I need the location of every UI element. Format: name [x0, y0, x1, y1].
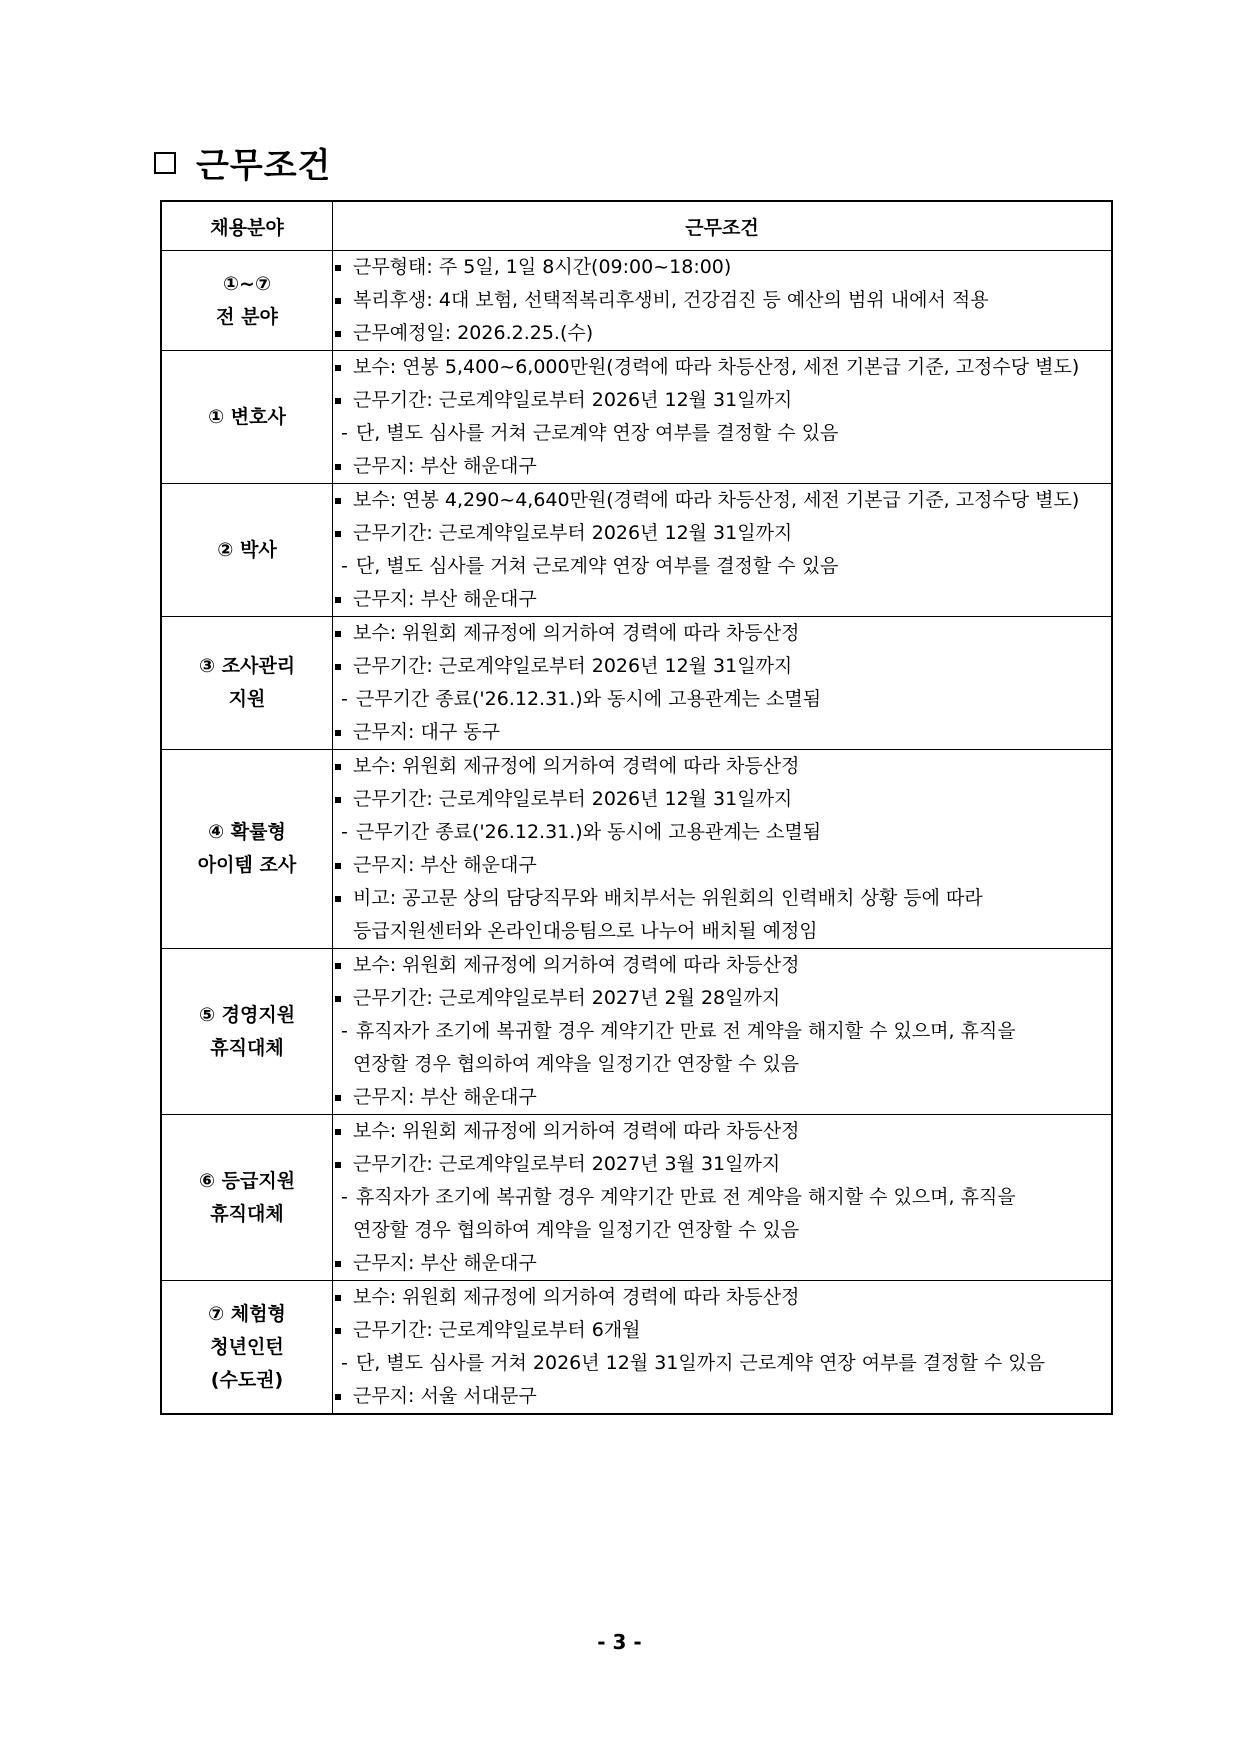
condition-text: 근무예정일: 2026.2.25.(수)	[353, 322, 594, 344]
condition-text: 근무기간: 근로계약일로부터 6개월	[353, 1319, 641, 1341]
condition-line	[333, 783, 1111, 816]
condition-text: 휴직자가 조기에 복귀할 경우 계약기간 만료 전 계약을 해지할 수 있으며, 휴직을	[355, 1186, 1016, 1208]
recruitment-field-label: ⑤ 경영지원	[198, 1003, 296, 1026]
bullet-square-icon	[335, 1129, 341, 1135]
condition-line	[333, 1015, 1111, 1048]
condition-text: 근무기간: 근로계약일로부터 2027년 3월 31일까지	[353, 1153, 781, 1175]
condition-line	[333, 317, 1111, 350]
recruitment-field-cell	[161, 484, 333, 617]
conditions-cell	[333, 1281, 1113, 1415]
bullet-square-icon	[335, 365, 341, 371]
condition-line	[333, 384, 1111, 417]
condition-text: 보수: 위원회 제규정에 의거하여 경력에 따라 차등산정	[353, 1286, 800, 1308]
condition-line	[333, 484, 1111, 517]
recruitment-field-label: ④ 확률형	[208, 821, 286, 843]
dash-marker: -	[341, 821, 348, 843]
bullet-square-icon	[335, 1095, 341, 1101]
condition-text: 복리후생: 4대 보험, 선택적복리후생비, 건강검진 등 예산의 범위 내에서 적용	[353, 289, 989, 311]
recruitment-field-label: ① 변호사	[208, 405, 286, 428]
condition-line	[333, 351, 1111, 384]
bullet-square-icon	[335, 498, 341, 504]
condition-line	[333, 450, 1111, 483]
condition-text: 근무지: 대구 동구	[353, 721, 500, 743]
condition-line	[333, 1247, 1111, 1280]
condition-text: 연장할 경우 협의하여 계약을 일정기간 연장할 수 있음	[353, 1219, 800, 1241]
condition-line	[333, 849, 1111, 882]
condition-line	[333, 1048, 1111, 1081]
table-row	[161, 617, 1112, 750]
condition-line	[333, 583, 1111, 616]
condition-line	[333, 1380, 1111, 1413]
condition-text: 보수: 위원회 제규정에 의거하여 경력에 따라 차등산정	[353, 954, 800, 976]
condition-text: 보수: 위원회 제규정에 의거하여 경력에 따라 차등산정	[353, 622, 800, 644]
bullet-square-icon	[335, 597, 341, 603]
conditions-cell	[333, 617, 1113, 750]
condition-line	[333, 949, 1111, 982]
dash-marker: -	[341, 555, 348, 577]
condition-text: 단, 별도 심사를 거쳐 근로계약 연장 여부를 결정할 수 있음	[355, 555, 839, 577]
condition-line	[333, 650, 1111, 683]
recruitment-field-cell	[161, 617, 333, 750]
recruitment-field-label: (수도권)	[210, 1368, 284, 1391]
table-row	[161, 1281, 1112, 1415]
condition-text: 근무기간: 근로계약일로부터 2026년 12월 31일까지	[353, 655, 793, 677]
bullet-square-icon	[335, 331, 341, 337]
condition-line	[333, 284, 1111, 317]
table-row	[161, 949, 1112, 1115]
condition-text: 근무기간: 근로계약일로부터 2026년 12월 31일까지	[353, 788, 793, 810]
condition-text: 보수: 연봉 5,400~6,000만원(경력에 따라 차등산정, 세전 기본급 기준, 고정수당 별도)	[353, 356, 1080, 378]
condition-text: 근무기간: 근로계약일로부터 2026년 12월 31일까지	[353, 522, 793, 544]
recruitment-field-cell	[161, 351, 333, 484]
condition-text: 휴직자가 조기에 복귀할 경우 계약기간 만료 전 계약을 해지할 수 있으며, 휴직을	[355, 1020, 1016, 1042]
recruitment-field-label: ⑦ 체험형	[208, 1302, 286, 1325]
table-header-row	[161, 201, 1112, 251]
section-heading	[154, 138, 331, 187]
condition-text: 근무기간 종료('26.12.31.)와 동시에 고용관계는 소멸됨	[355, 821, 822, 843]
recruitment-field-cell	[161, 949, 333, 1115]
condition-text: 단, 별도 심사를 거쳐 2026년 12월 31일까지 근로계약 연장 여부를 결정할 수 있음	[355, 1352, 1045, 1374]
condition-text: 근무지: 부산 해운대구	[353, 455, 537, 477]
condition-line	[333, 1281, 1111, 1314]
bullet-square-icon	[335, 1261, 341, 1267]
table-row	[161, 351, 1112, 484]
condition-line	[333, 1081, 1111, 1114]
condition-text: 비고: 공고문 상의 담당직무와 배치부서는 위원회의 인력배치 상황 등에 따라	[353, 887, 983, 909]
condition-line	[333, 1181, 1111, 1214]
bullet-square-icon	[335, 1295, 341, 1301]
condition-text: 근무기간: 근로계약일로부터 2026년 12월 31일까지	[353, 389, 793, 411]
header-field: 채용분야	[161, 201, 333, 251]
recruitment-field-label: ⑥ 등급지원	[198, 1169, 296, 1192]
conditions-cell	[333, 750, 1113, 949]
condition-line	[333, 882, 1111, 915]
condition-line	[333, 1115, 1111, 1148]
condition-text: 근무기간: 근로계약일로부터 2027년 2월 28일까지	[353, 987, 781, 1009]
recruitment-field-cell	[161, 1281, 333, 1415]
bullet-square-icon	[335, 1328, 341, 1334]
table-row	[161, 484, 1112, 617]
table-row	[161, 1115, 1112, 1281]
bullet-square-icon	[335, 764, 341, 770]
dash-marker: -	[341, 688, 348, 710]
conditions-cell	[333, 351, 1113, 484]
dash-marker: -	[341, 422, 348, 444]
recruitment-field-label: 청년인턴	[210, 1335, 284, 1358]
condition-line	[333, 816, 1111, 849]
bullet-square-icon	[335, 863, 341, 869]
bullet-square-icon	[335, 1162, 341, 1168]
condition-text: 근무지: 부산 해운대구	[353, 854, 537, 876]
condition-text: 근무지: 부산 해운대구	[353, 1086, 537, 1108]
condition-line	[333, 716, 1111, 749]
condition-line	[333, 683, 1111, 716]
recruitment-field-label: ①~⑦	[222, 272, 272, 295]
section-title: 근무조건	[196, 146, 332, 186]
condition-line	[333, 1148, 1111, 1181]
condition-line	[333, 1214, 1111, 1247]
recruitment-field-label: 지원	[228, 688, 266, 710]
bullet-square-icon	[335, 631, 341, 637]
bullet-square-icon	[335, 265, 341, 271]
condition-line	[333, 417, 1111, 450]
recruitment-field-label: 전 분야	[216, 305, 278, 328]
dash-marker: -	[341, 1186, 348, 1208]
condition-line	[333, 915, 1111, 948]
dash-marker: -	[341, 1352, 348, 1374]
condition-line	[333, 617, 1111, 650]
condition-text: 등급지원센터와 온라인대응팀으로 나누어 배치될 예정임	[353, 920, 818, 942]
working-conditions-table	[160, 200, 1113, 1415]
bullet-square-icon	[335, 464, 341, 470]
recruitment-field-cell	[161, 251, 333, 351]
bullet-square-icon	[335, 531, 341, 537]
recruitment-field-cell	[161, 1115, 333, 1281]
bullet-square-icon	[335, 996, 341, 1002]
header-conditions: 근무조건	[333, 201, 1113, 251]
condition-line	[333, 982, 1111, 1015]
conditions-cell	[333, 251, 1113, 351]
condition-text: 보수: 위원회 제규정에 의거하여 경력에 따라 차등산정	[353, 755, 800, 777]
bullet-square-icon	[335, 1394, 341, 1400]
condition-text: 보수: 연봉 4,290~4,640만원(경력에 따라 차등산정, 세전 기본급 기준, 고정수당 별도)	[353, 489, 1080, 511]
checkbox-square-icon	[154, 152, 176, 174]
bullet-square-icon	[335, 730, 341, 736]
dash-marker: -	[341, 1020, 348, 1042]
table-row	[161, 251, 1112, 351]
page-number: - 3 -	[597, 1630, 642, 1654]
bullet-square-icon	[335, 664, 341, 670]
condition-text: 근무지: 부산 해운대구	[353, 588, 537, 610]
condition-line	[333, 750, 1111, 783]
condition-text: 단, 별도 심사를 거쳐 근로계약 연장 여부를 결정할 수 있음	[355, 422, 839, 444]
condition-text: 연장할 경우 협의하여 계약을 일정기간 연장할 수 있음	[353, 1053, 800, 1075]
conditions-cell	[333, 484, 1113, 617]
condition-line	[333, 1347, 1111, 1380]
condition-text: 근무지: 부산 해운대구	[353, 1252, 537, 1274]
bullet-square-icon	[335, 963, 341, 969]
recruitment-field-label: ③ 조사관리	[198, 655, 296, 677]
bullet-square-icon	[335, 398, 341, 404]
recruitment-field-label: 아이템 조사	[197, 854, 297, 876]
recruitment-field-label: 휴직대체	[210, 1036, 284, 1059]
recruitment-field-label: ② 박사	[217, 538, 277, 561]
bullet-square-icon	[335, 896, 341, 902]
table-row	[161, 750, 1112, 949]
conditions-cell	[333, 1115, 1113, 1281]
bullet-square-icon	[335, 797, 341, 803]
table-body	[161, 251, 1112, 1415]
condition-text: 근무지: 서울 서대문구	[353, 1385, 537, 1407]
condition-line	[333, 1314, 1111, 1347]
bullet-square-icon	[335, 298, 341, 304]
condition-line	[333, 517, 1111, 550]
conditions-cell	[333, 949, 1113, 1115]
condition-line	[333, 251, 1111, 284]
recruitment-field-cell	[161, 750, 333, 949]
recruitment-field-label: 휴직대체	[210, 1202, 284, 1225]
condition-text: 보수: 위원회 제규정에 의거하여 경력에 따라 차등산정	[353, 1120, 800, 1142]
condition-line	[333, 550, 1111, 583]
condition-text: 근무형태: 주 5일, 1일 8시간(09:00~18:00)	[353, 256, 732, 278]
condition-text: 근무기간 종료('26.12.31.)와 동시에 고용관계는 소멸됨	[355, 688, 822, 710]
